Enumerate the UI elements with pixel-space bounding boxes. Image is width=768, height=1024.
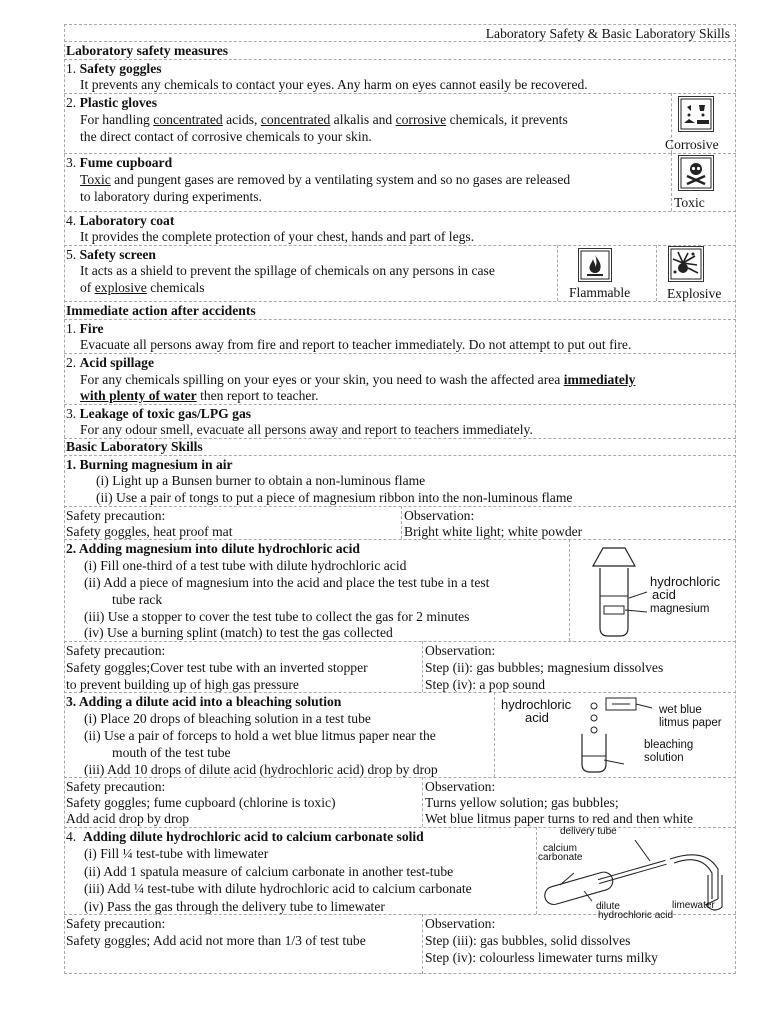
skill-2-precaution: Safety goggles;Cover test tube with an inverted stopper — [66, 660, 368, 675]
skill-2-step: tube rack — [112, 592, 163, 607]
diagram-label-acid: acid — [652, 587, 676, 602]
diagram-label-hydrochloric: hydrochloric — [501, 697, 572, 712]
section-heading-skills: Basic Laboratory Skills — [66, 439, 203, 454]
safety-goggles-text: It prevents any chemicals to contact your eyes. Any harm on eyes cannot easily be recovered. — [80, 77, 588, 92]
skill-2-step: (i) Fill one-third of a test tube with dilute hydrochloric acid — [84, 558, 407, 573]
item-fire: 1. Fire — [66, 321, 104, 336]
diagram-label-litmus-paper: litmus paper — [659, 717, 722, 729]
diagram-label-magnesium: magnesium — [650, 603, 710, 615]
diagram-label-calcium: calcium — [543, 843, 577, 854]
corrosive-label: Corrosive — [665, 137, 719, 152]
column-divider — [401, 506, 402, 539]
diagram-divider — [494, 692, 495, 777]
row-divider — [64, 93, 736, 94]
item-fume-cupboard: 3. Fume cupboard — [66, 155, 173, 170]
skill-3-step: (iii) Add 10 drops of dilute acid (hydrochloric acid) drop by drop — [84, 762, 438, 777]
diagram-label-hydrochloric: hydrochloric — [650, 574, 721, 589]
flammable-icon — [578, 248, 612, 282]
worksheet — [64, 24, 736, 974]
skill-1-observation-label: Observation: — [404, 508, 475, 523]
skill-2-observation: Step (ii): gas bubbles; magnesium dissolves — [425, 660, 664, 675]
icon-column-divider — [656, 245, 657, 301]
icon-column-divider — [557, 245, 558, 301]
fire-text: Evacuate all persons away from fire and report to teacher immediately. Do not attempt to put out fire. — [80, 337, 632, 352]
test-tube-diagram — [589, 546, 649, 638]
diagram-divider — [536, 827, 537, 914]
corrosive-icon — [678, 96, 714, 132]
skill-2-precaution-label: Safety precaution: — [66, 643, 166, 658]
item-safety-goggles: 1. Safety goggles — [66, 61, 162, 76]
row-divider — [64, 59, 736, 60]
item-acid-spillage: 2. Acid spillage — [66, 355, 155, 370]
skill-3-observation-label: Observation: — [425, 779, 496, 794]
skill-2-precaution-2: to prevent building up of high gas pressure — [66, 677, 299, 692]
skill-4-step: (iii) Add ¼ test-tube with dilute hydrochloric acid to calcium carbonate — [84, 881, 472, 896]
page-header-title: Laboratory Safety & Basic Laboratory Skills — [485, 26, 730, 41]
section-heading-accidents: Immediate action after accidents — [66, 303, 256, 318]
fume-cupboard-text: Toxic and pungent gases are removed by a ventilating system and so no gases are released — [80, 172, 571, 187]
diagram-label-dilute: dilute — [596, 901, 620, 912]
explosive-icon — [668, 246, 704, 282]
skill-2-step: (ii) Add a piece of magnesium into the acid and place the test tube in a test — [84, 575, 490, 590]
flammable-label: Flammable — [569, 285, 631, 300]
fume-cupboard-text-2: to laboratory during experiments. — [80, 189, 262, 204]
column-divider — [422, 641, 423, 692]
diagram-label-bleaching: bleaching — [644, 739, 694, 751]
skill-3-step: mouth of the test tube — [112, 745, 231, 760]
skill-4-precaution: Safety goggles; Add acid not more than 1/3 of test tube — [66, 933, 366, 948]
skill-3-title: 3. Adding a dilute acid into a bleaching solution — [66, 694, 342, 709]
skill-4-observation: Step (iii): gas bubbles, solid dissolves — [425, 933, 631, 948]
skill-3-precaution: Safety goggles; fume cupboard (chlorine is toxic) — [66, 795, 336, 810]
skill-2-observation-label: Observation: — [425, 643, 496, 658]
diagram-label-solution: solution — [644, 752, 684, 764]
diagram-label-wet-blue: wet blue — [659, 704, 702, 716]
skill-3-observation-2: Wet blue litmus paper turns to red and then white — [425, 811, 694, 826]
skill-3-step: (i) Place 20 drops of bleaching solution in a test tube — [84, 711, 371, 726]
acid-spillage-text-2: with plenty of water then report to teacher. — [80, 388, 319, 403]
skill-1-precaution: Safety goggles, heat proof mat — [66, 524, 233, 539]
explosive-label: Explosive — [667, 286, 722, 301]
toxic-icon — [678, 155, 714, 191]
safety-screen-text: It acts as a shield to prevent the spillage of chemicals on any persons in case — [80, 263, 495, 278]
gas-leakage-text: For any odour smell, evacuate all persons away and report to teachers immediately. — [80, 422, 533, 437]
section-heading-safety: Laboratory safety measures — [66, 43, 229, 58]
skill-2-title: 2. Adding magnesium into dilute hydrochloric acid — [66, 541, 360, 556]
toxic-label: Toxic — [674, 195, 705, 210]
column-divider — [422, 777, 423, 827]
bleaching-diagram — [574, 696, 654, 776]
plastic-gloves-text: For handling concentrated acids, concentrated alkalis and corrosive chemicals, it prevents — [80, 112, 568, 127]
diagram-label-limewater: limewater — [672, 900, 715, 911]
item-safety-screen: 5. Safety screen — [66, 247, 156, 262]
skill-3-precaution-2: Add acid drop by drop — [66, 811, 190, 826]
skill-3-observation: Turns yellow solution; gas bubbles; — [425, 795, 619, 810]
skill-3-precaution-label: Safety precaution: — [66, 779, 166, 794]
skill-1-observation: Bright white light; white powder — [404, 524, 583, 539]
laboratory-coat-text: It provides the complete protection of your chest, hands and part of legs. — [80, 229, 475, 244]
plastic-gloves-text-2: the direct contact of corrosive chemicals to your skin. — [80, 129, 372, 144]
diagram-label-carbonate: carbonate — [538, 852, 583, 863]
diagram-label-hydrochloric-acid: hydrochloric acid — [598, 910, 674, 921]
diagram-label-acid: acid — [525, 710, 549, 725]
skill-1-precaution-label: Safety precaution: — [66, 508, 166, 523]
safety-screen-text-2: of explosive chemicals — [80, 280, 205, 295]
skill-1-title: 1. Burning magnesium in air — [66, 457, 233, 472]
item-gas-leakage: 3. Leakage of toxic gas/LPG gas — [66, 406, 252, 421]
skill-4-step: (i) Fill ¼ test-tube with limewater — [84, 846, 269, 861]
skill-3-step: (ii) Use a pair of forceps to hold a wet blue litmus paper near the — [84, 728, 436, 743]
column-divider — [422, 914, 423, 974]
row-divider — [64, 353, 736, 354]
acid-spillage-text: For any chemicals spilling on your eyes or your skin, you need to wash the affected area immediately — [80, 372, 636, 387]
row-divider — [64, 319, 736, 320]
diagram-divider — [569, 539, 570, 641]
diagram-label-delivery-tube: delivery tube — [560, 826, 617, 837]
skill-2-observation-2: Step (iv): a pop sound — [425, 677, 546, 692]
skill-4-step: (ii) Add 1 spatula measure of calcium carbonate in another test-tube — [84, 864, 454, 879]
skill-4-step: (iv) Pass the gas through the delivery tube to limewater — [84, 899, 385, 914]
skill-4-observation-label: Observation: — [425, 916, 496, 931]
icon-column-divider — [671, 153, 672, 211]
item-plastic-gloves: 2. Plastic gloves — [66, 95, 158, 110]
skill-4-precaution-label: Safety precaution: — [66, 916, 166, 931]
item-laboratory-coat: 4. Laboratory coat — [66, 213, 175, 228]
skill-1-step: (ii) Use a pair of tongs to put a piece of magnesium ribbon into the non-luminous flame — [96, 490, 573, 505]
row-divider — [64, 245, 736, 246]
skill-4-title: 4. Adding dilute hydrochloric acid to calcium carbonate solid — [66, 829, 424, 844]
skill-1-step: (i) Light up a Bunsen burner to obtain a non-luminous flame — [96, 473, 426, 488]
skill-4-observation-2: Step (iv): colourless limewater turns milky — [425, 950, 658, 965]
skill-2-step: (iii) Use a stopper to cover the test tube to collect the gas for 2 minutes — [84, 609, 470, 624]
skill-2-step: (iv) Use a burning splint (match) to test the gas collected — [84, 625, 393, 640]
